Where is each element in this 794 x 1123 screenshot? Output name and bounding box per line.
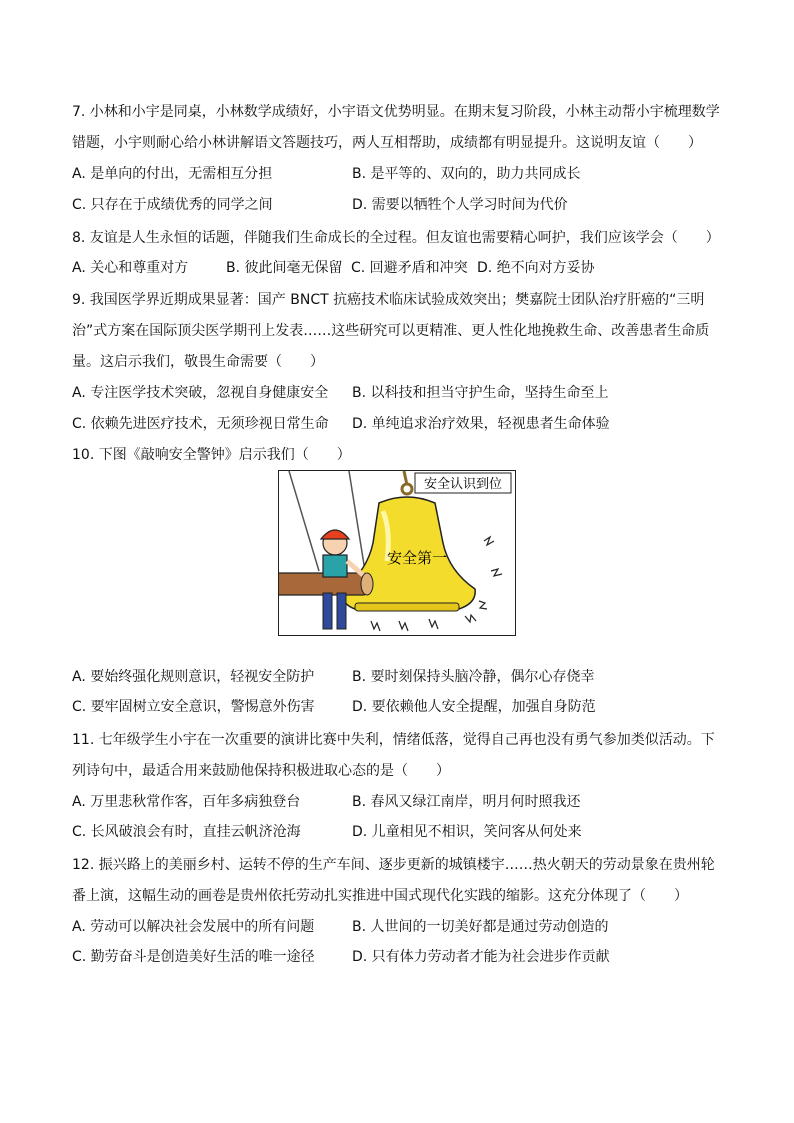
q11-option-b: B. 春风又绿江南岸，明月何时照我还 [352, 794, 581, 810]
q12-stem-line2: 番上演，这幅生动的画卷是贵州依托劳动扎实推进中国式现代化实践的缩影。这充分体现了（ ） [72, 888, 688, 904]
q8-option-b: B. 彼此间毫无保留 [226, 260, 343, 276]
q7-option-c: C. 只存在于成绩优秀的同学之间 [72, 197, 273, 213]
q11-option-d: D. 儿童相见不相识，笑问客从何处来 [352, 824, 582, 840]
q7-option-b: B. 是平等的、双向的，助力共同成长 [352, 166, 581, 182]
q10-option-b: B. 要时刻保持头脑冷静，偶尔心存侥幸 [352, 669, 595, 685]
q9-stem-line1: 9. 我国医学界近期成果显著：国产 BNCT 抗癌技术临床试验成效突出；樊嘉院士团队治疗肝癌的“三明 [72, 292, 705, 308]
q10-option-c: C. 要牢固树立安全意识，警惕意外伤害 [72, 699, 315, 715]
q7-option-d: D. 需要以牺牲个人学习时间为代价 [352, 197, 568, 213]
q11-stem-line2: 列诗句中，最适合用来鼓励他保持积极进取心态的是（ ） [72, 763, 450, 779]
q11-option-c: C. 长风破浪会有时，直挂云帆济沧海 [72, 824, 301, 840]
q9-stem-line3: 量。这启示我们，敬畏生命需要（ ） [72, 354, 324, 370]
q10-option-d: D. 要依赖他人安全提醒，加强自身防范 [352, 699, 596, 715]
figure-caption: 安全认识到位 [423, 477, 503, 492]
q9-option-c: C. 依赖先进医疗技术，无须珍视日常生命 [72, 416, 329, 432]
q9-option-d: D. 单纯追求治疗效果，轻视患者生命体验 [352, 416, 610, 432]
q9-option-a: A. 专注医学技术突破，忽视自身健康安全 [72, 385, 329, 401]
q12-stem-line1: 12. 振兴路上的美丽乡村、运转不停的生产车间、逐步更新的城镇楼宇……热火朝天的劳动景象在贵州轮 [72, 857, 715, 873]
q7-option-a: A. 是单向的付出，无需相互分担 [72, 166, 273, 182]
q10-stem-line1: 10. 下图《敲响安全警钟》启示我们（ ） [72, 447, 351, 463]
q7-stem-line1: 7. 小林和小宇是同桌，小林数学成绩好，小宇语文优势明显。在期末复习阶段，小林主动帮小宇梳理数学 [72, 104, 720, 120]
q11-stem-line1: 11. 七年级学生小宇在一次重要的演讲比赛中失利，情绪低落，觉得自己再也没有勇气参加类似活动。下 [72, 732, 715, 748]
q12-option-d: D. 只有体力劳动者才能为社会进步作贡献 [352, 949, 610, 965]
q8-option-a: A. 关心和尊重对方 [72, 260, 189, 276]
q8-stem-line1: 8. 友谊是人生永恒的话题，伴随我们生命成长的全过程。但友谊也需要精心呵护，我们应该学会（ ） [72, 230, 720, 246]
q7-stem-line2: 错题，小宇则耐心给小林讲解语文答题技巧，两人互相帮助，成绩都有明显提升。这说明友谊（ ） [72, 135, 702, 151]
safety-bell-cartoon [278, 470, 516, 636]
q9-option-b: B. 以科技和担当守护生命，坚持生命至上 [352, 385, 609, 401]
q8-option-c: C. 回避矛盾和冲突 [351, 260, 468, 276]
q12-option-a: A. 劳动可以解决社会发展中的所有问题 [72, 919, 315, 935]
q9-stem-line2: 治”式方案在国际顶尖医学期刊上发表……这些研究可以更精准、更人性化地挽救生命、改善患者生命质 [72, 323, 710, 339]
cartoon-illustration [279, 471, 515, 635]
q12-option-b: B. 人世间的一切美好都是通过劳动创造的 [352, 919, 609, 935]
bell-text: 安全第一 [386, 549, 448, 567]
hard-hat-icon [321, 530, 349, 539]
q8-option-d: D. 绝不向对方妥协 [477, 260, 595, 276]
q11-option-a: A. 万里悲秋常作客，百年多病独登台 [72, 794, 301, 810]
q12-option-c: C. 勤劳奋斗是创造美好生活的唯一途径 [72, 949, 315, 965]
q8-options [72, 258, 595, 278]
q10-option-a: A. 要始终强化规则意识，轻视安全防护 [72, 669, 315, 685]
